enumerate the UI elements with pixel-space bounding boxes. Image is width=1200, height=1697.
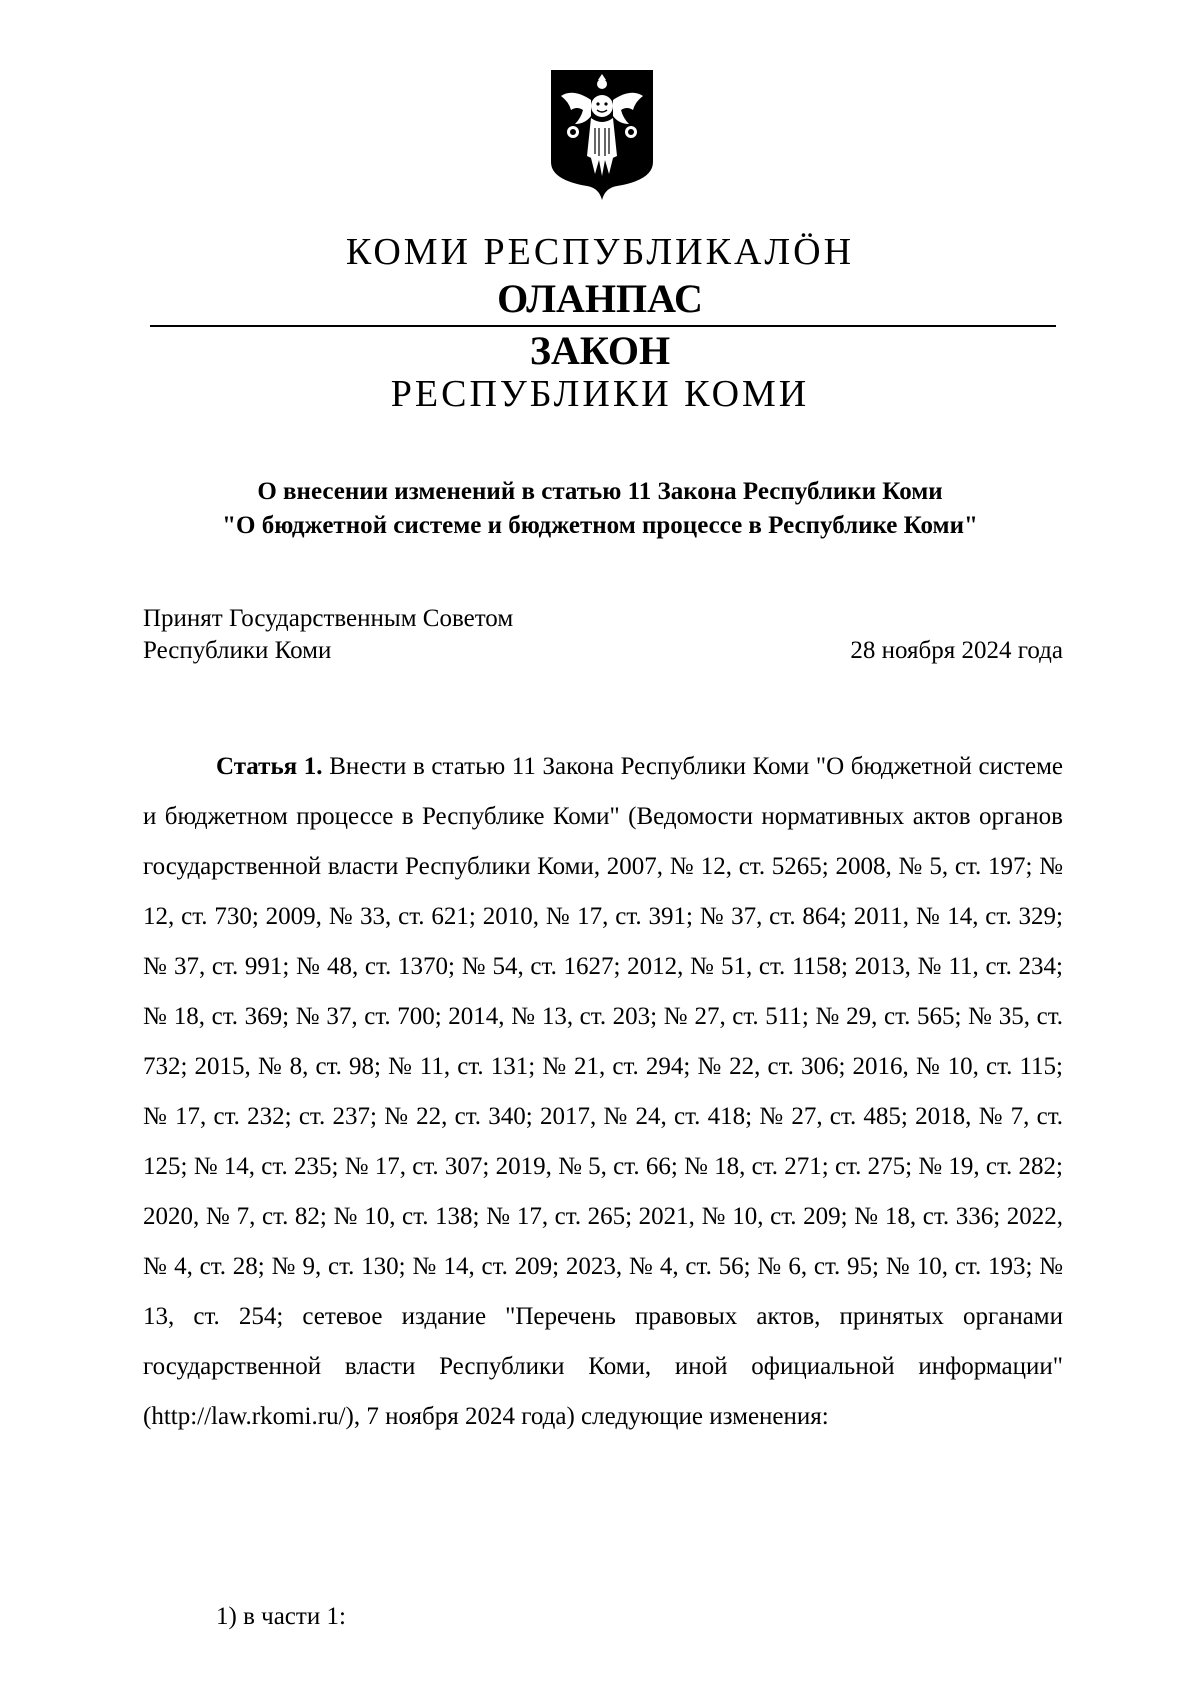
header-ru-law: ЗАКОН [529, 328, 671, 373]
adoption-line-1: Принят Государственным Советом [143, 605, 514, 632]
law-title-line-2: "О бюджетной системе и бюджетном процессе в Республике Коми" [222, 512, 978, 539]
header-ru-name: РЕСПУБЛИКИ КОМИ [390, 373, 810, 415]
adoption-authority [143, 603, 513, 667]
adoption-date: 28 ноября 2024 года [850, 637, 1063, 664]
law-title-line-1: О внесении изменений в статью 11 Закона Республики Коми [257, 478, 943, 505]
article-1-item-1: 1) в части 1: [216, 1603, 346, 1630]
article-1-label: Статья 1. [216, 753, 323, 780]
adoption-line-2: Республики Коми [143, 637, 332, 664]
header-komi-name: КОМИ РЕСПУБЛИКАЛÖН [345, 231, 855, 273]
article-1-paragraph [143, 742, 1063, 1442]
header-komi-law: ОЛАНПАС [497, 276, 703, 321]
article-1-text: Внести в статью 11 Закона Республики Коми "О бюджетной системе и бюджетном процессе в Республике Коми" (Ведомости нормативных актов органов государственной власти Республики Коми, 2007, № 12, ст. 5265; 2008, № 5, ст. 197; № 12, ст. 730; 2009, № 33, ст. 621; 2010, № 17, ст. 391; № 37, ст. 864; 2011, № 14, ст. 329; № 37, ст. 991; № 48, ст. 1370; № 54, ст. 1627; 2012, № 51, ст. 1158; 2013, № 11, ст. 234; № 18, ст. 369; № 37, ст. 700; 2014, № 13, ст. 203; № 27, ст. 511; № 29, ст. 565; № 35, ст. 732; 2015, № 8, ст. 98; № 11, ст. 131; № 21, ст. 294; № 22, ст. 306; 2016, № 10, ст. 115; № 17, ст. 232; ст. 237; № 22, ст. 340; 2017, № 24, ст. 418; № 27, ст. 485; 2018, № 7, ст. 125; № 14, ст. 235; № 17, ст. 307; 2019, № 5, ст. 66; № 18, ст. 271; ст. 275; № 19, ст. 282; 2020, № 7, ст. 82; № 10, ст. 138; № 17, ст. 265; 2021, № 10, ст. 209; № 18, ст. 336; 2022, № 4, ст. 28; № 9, ст. 130; № 14, ст. 209; 2023, № 4, ст. 56; № 6, ст. 95; № 10, ст. 193; № 13, ст. 254; сетевое издание "Перечень правовых актов, принятых органами государственной власти Республики Коми, иной официальной информации" (http://law.rkomi.ru/), 7 ноября 2024 года) следующие изменения: [143, 753, 1063, 1430]
coat-of-arms-icon [547, 66, 657, 202]
